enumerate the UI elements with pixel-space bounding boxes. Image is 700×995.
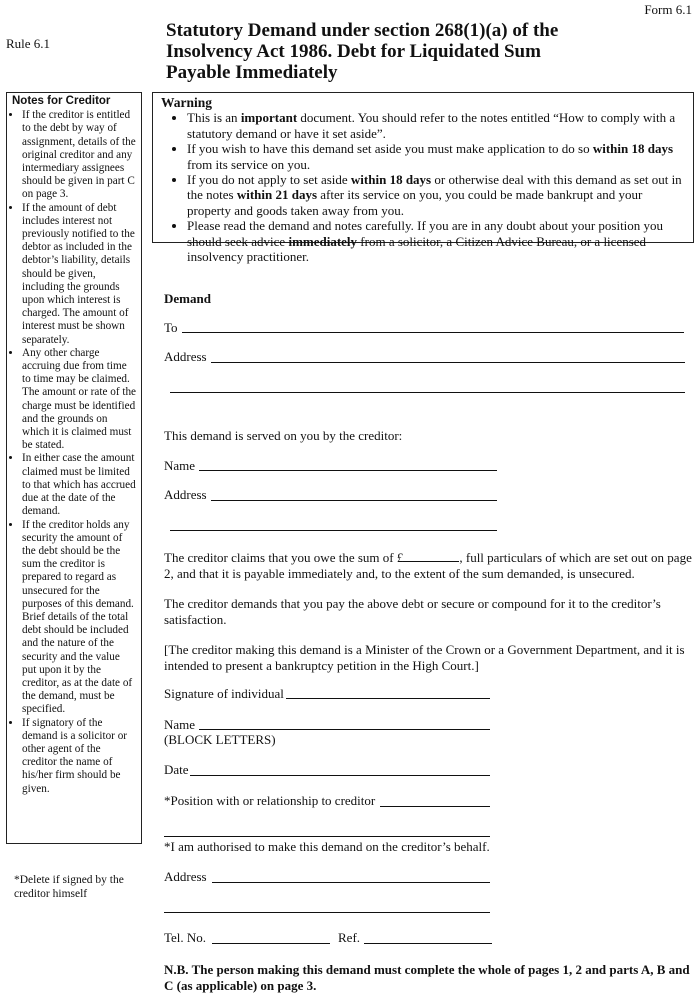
page-title: Statutory Demand under section 268(1)(a) of the Insolvency Act 1986. Debt for Liquidated Sum Payable Immediately (166, 20, 559, 83)
signatory-address-label: Address (164, 869, 207, 884)
note-item: • Any other charge accruing due from time to time may be claimed. The amount or rate of the charge must be identified and the grounds on which it is claimed must be stated. (22, 347, 136, 453)
signature-field[interactable] (286, 698, 490, 699)
served-by-text: This demand is served on you by the creditor: (164, 428, 403, 443)
warning-heading: Warning (161, 95, 213, 110)
note-item: • If the creditor holds any security the amount of the debt should be the sum the creditor is prepared to regard as unsecured for the purposes of this demand. Brief details of the total debt should be included and the nature of the security and the value put upon it by the creditor, as at the date of the demand, must be specified. (22, 519, 136, 717)
sum-field[interactable] (403, 550, 459, 562)
minister-paragraph: [The creditor making this demand is a Minister of the Crown or a Government Department, and it is intended to present a bankruptcy petition in the High Court.] (164, 642, 685, 673)
demand-heading: Demand (164, 291, 211, 306)
notes-for-creditor-box (6, 92, 142, 844)
note-item: • If the amount of debt includes interest not previously notified to the debtor as included in the debtor’s liability, details should be given, including the grounds upon which interest is charged. The amount of interest must be shown separately. (22, 202, 136, 347)
warning-item: • This is an important document. You should refer to the notes entitled “How to comply with a statutory demand or have it set aside”. (187, 110, 685, 141)
delete-note: *Delete if signed by the creditor himself (14, 874, 124, 900)
warning-box (152, 92, 694, 265)
ref-label: Ref. (338, 930, 361, 945)
creditor-name-label: Name (164, 458, 196, 473)
pay-paragraph: The creditor demands that you pay the above debt or secure or compound for it to the creditor’s satisfaction. (164, 596, 661, 627)
address-label: Address (164, 349, 207, 364)
creditor-address-line-2[interactable] (170, 530, 497, 531)
creditor-address-line-1[interactable] (211, 500, 497, 501)
block-letters-label: (BLOCK LETTERS) (164, 732, 276, 747)
signatory-name-field[interactable] (199, 729, 490, 730)
position-field-line-2[interactable] (164, 836, 490, 837)
signatory-address-line-1[interactable] (212, 882, 490, 883)
authorised-text: *I am authorised to make this demand on the creditor’s behalf. (164, 839, 490, 854)
warning-item: • Please read the demand and notes carefully. If you are in any doubt about your position you should seek advice immediately from a solicitor, a Citizen Advice Bureau, or a licensed insolvency practitioner. (187, 218, 685, 264)
warning-item: • If you wish to have this demand set aside you must make application to do so within 18 days from its service on you. (187, 141, 685, 172)
to-field[interactable] (182, 332, 684, 333)
position-label: *Position with or relationship to creditor (164, 793, 376, 808)
notes-list (12, 109, 136, 796)
note-item: • If signatory of the demand is a solicitor or other agent of the creditor the name of his/her firm should be given. (22, 717, 136, 796)
tel-field[interactable] (212, 943, 330, 944)
note-item: • In either case the amount claimed must be limited to that which has accrued due at the date of the demand. (22, 452, 136, 518)
nb-note: N.B. The person making this demand must complete the whole of pages 1, 2 and parts A, B and C (as applicable) on page 3. (164, 962, 690, 993)
date-field[interactable] (190, 775, 490, 776)
position-field[interactable] (380, 806, 490, 807)
ref-field[interactable] (364, 943, 492, 944)
address-field-line-1[interactable] (211, 362, 685, 363)
tel-label: Tel. No. (164, 930, 207, 945)
note-item: • If the creditor is entitled to the debt by way of assignment, details of the original creditor and any intermediary assignees should be given in part C on page 3. (22, 109, 136, 201)
creditor-address-label: Address (164, 487, 207, 502)
claim-paragraph: The creditor claims that you owe the sum of £ , full particulars of which are set out on page 2, and that it is payable immediately and, to the extent of the sum demanded, is unsecured. (164, 550, 692, 581)
warning-item: • If you do not apply to set aside within 18 days or otherwise deal with this demand as set out in the notes within 21 days after its service on you, you could be made bankrupt and your property and goods taken away from you. (187, 172, 685, 218)
to-label: To (164, 320, 178, 335)
signatory-address-line-2[interactable] (164, 912, 490, 913)
creditor-name-field[interactable] (199, 470, 497, 471)
form-number: Form 6.1 (644, 2, 692, 17)
rule-number: Rule 6.1 (6, 36, 51, 51)
address-field-line-2[interactable] (170, 392, 685, 393)
signatory-name-label: Name (164, 717, 196, 732)
notes-heading: Notes for Creditor (12, 95, 111, 107)
date-label: Date (164, 762, 189, 777)
signature-label: Signature of individual (164, 686, 284, 701)
warning-list (161, 110, 685, 264)
